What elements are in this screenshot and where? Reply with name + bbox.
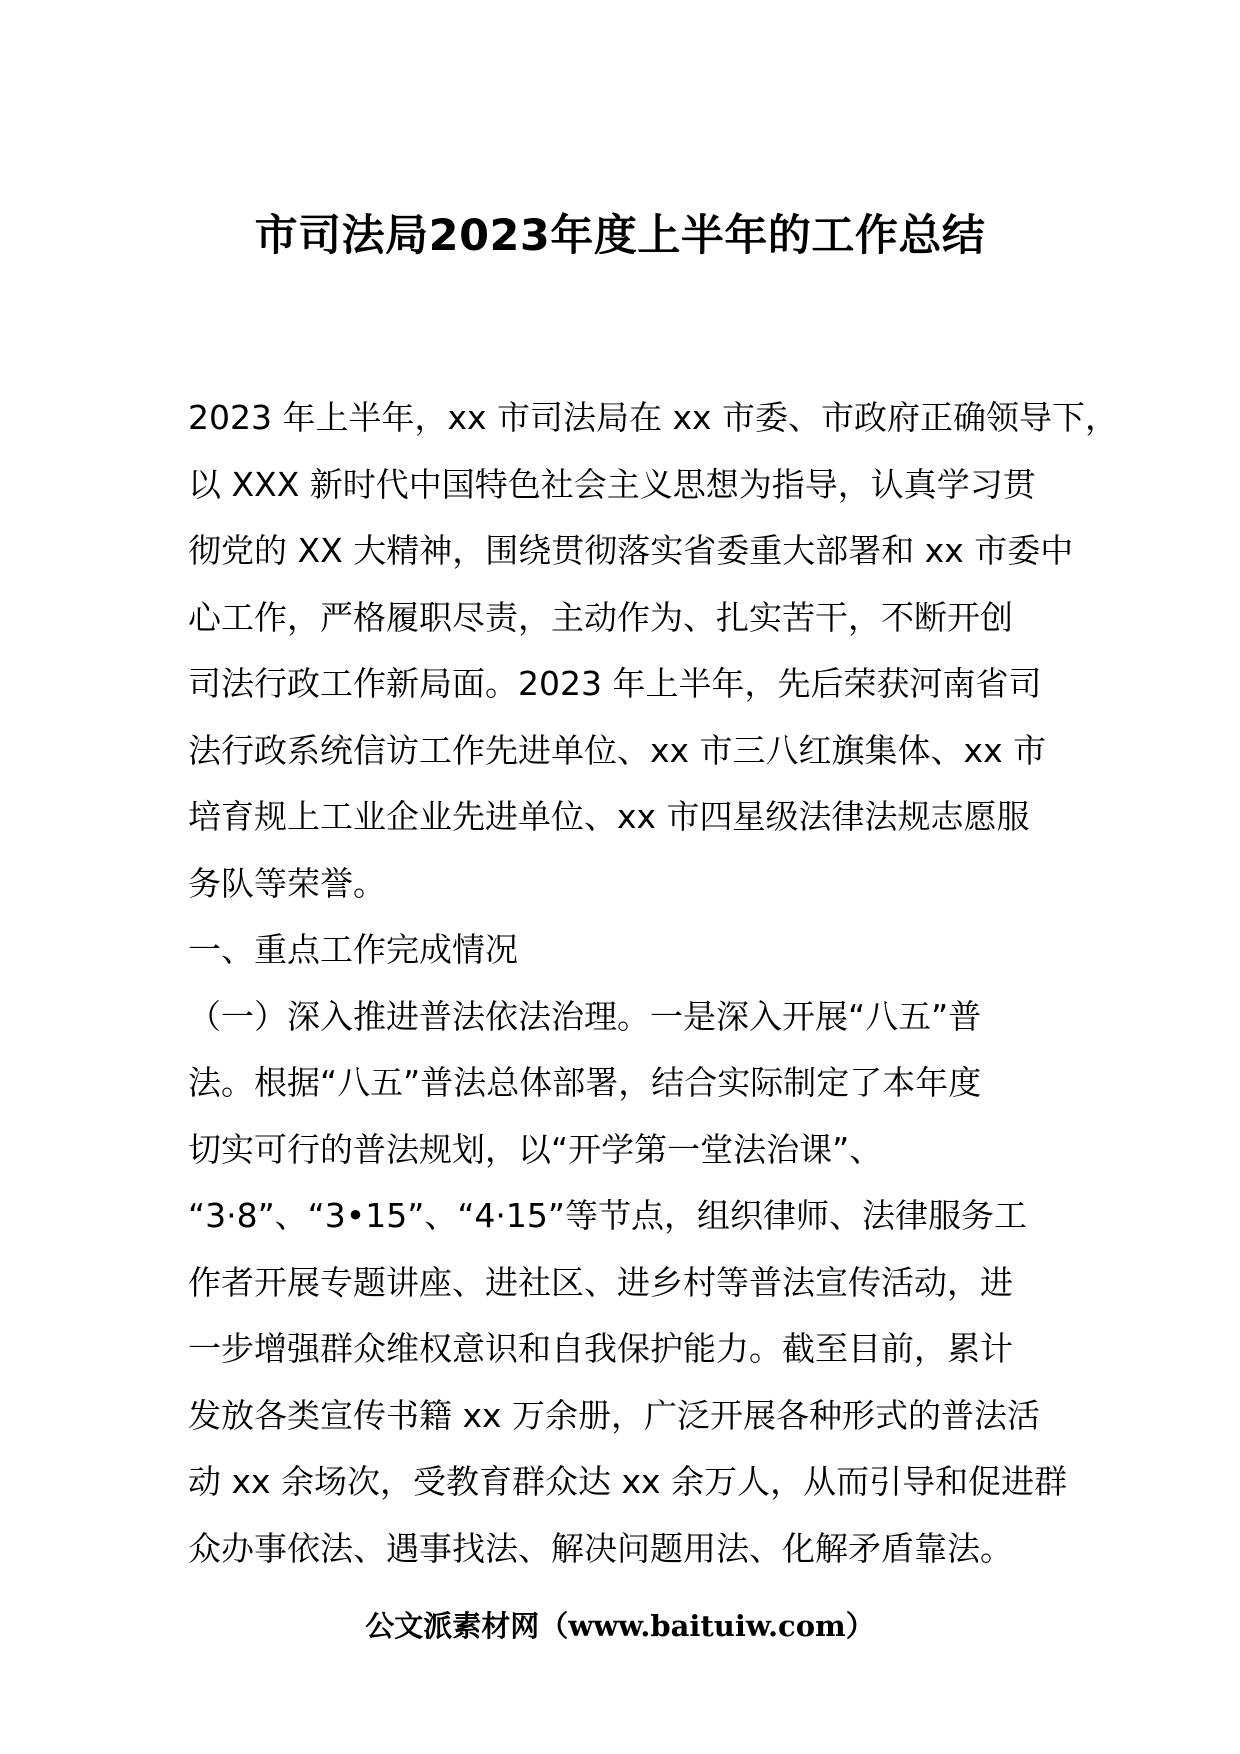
body-line: 众办事依法、遇事找法、解决问题用法、化解矛盾靠法。 bbox=[188, 1528, 1013, 1568]
body-line: 彻党的 XX 大精神，围绕贯彻落实省委重大部署和 xx 市委中 bbox=[188, 531, 1074, 570]
section-heading: 一、重点工作完成情况 bbox=[188, 930, 518, 969]
body-line: 法。根据“八五”普法总体部署，结合实际制定了本年度 bbox=[188, 1063, 982, 1102]
footer-source-text: 公文派素材网（www.baituiw.com） bbox=[365, 1609, 875, 1643]
body-line: 动 xx 余场次，受教育群众达 xx 余万人，从而引导和促进群 bbox=[188, 1462, 1068, 1501]
body-line: （一）深入推进普法依法治理。一是深入开展“八五”普 bbox=[188, 996, 982, 1036]
body-line: 一步增强群众维权意识和自我保护能力。截至目前，累计 bbox=[188, 1329, 1013, 1368]
body-line: 以 XXX 新时代中国特色社会主义思想为指导，认真学习贯 bbox=[188, 464, 1036, 504]
body-line: 务队等荣誉。 bbox=[188, 863, 386, 903]
body-line: 心工作，严格履职尽责，主动作为、扎实苦干，不断开创 bbox=[188, 597, 1013, 637]
body-line: 切实可行的普法规划，以“开学第一堂法治课”、 bbox=[188, 1129, 883, 1169]
body-line: 司法行政工作新局面。2023 年上半年，先后荣获河南省司 bbox=[188, 664, 1042, 703]
body-line: 2023 年上半年，xx 市司法局在 xx 市委、市政府正确领导下， bbox=[188, 398, 1119, 437]
document-title: 市司法局2023年度上半年的工作总结 bbox=[254, 211, 986, 261]
body-line: 法行政系统信访工作先进单位、xx 市三八红旗集体、xx 市 bbox=[188, 730, 1047, 770]
body-line: 发放各类宣传书籍 xx 万余册，广泛开展各种形式的普法活 bbox=[188, 1395, 1041, 1435]
body-line: 培育规上工业企业先进单位、xx 市四星级法律法规志愿服 bbox=[188, 797, 1030, 836]
document-body bbox=[188, 385, 1119, 1582]
body-line: 作者开展专题讲座、进社区、进乡村等普法宣传活动，进 bbox=[188, 1262, 1013, 1302]
body-line: “3·8”、“3•15”、“4·15”等节点，组织律师、法律服务工 bbox=[188, 1196, 1027, 1235]
